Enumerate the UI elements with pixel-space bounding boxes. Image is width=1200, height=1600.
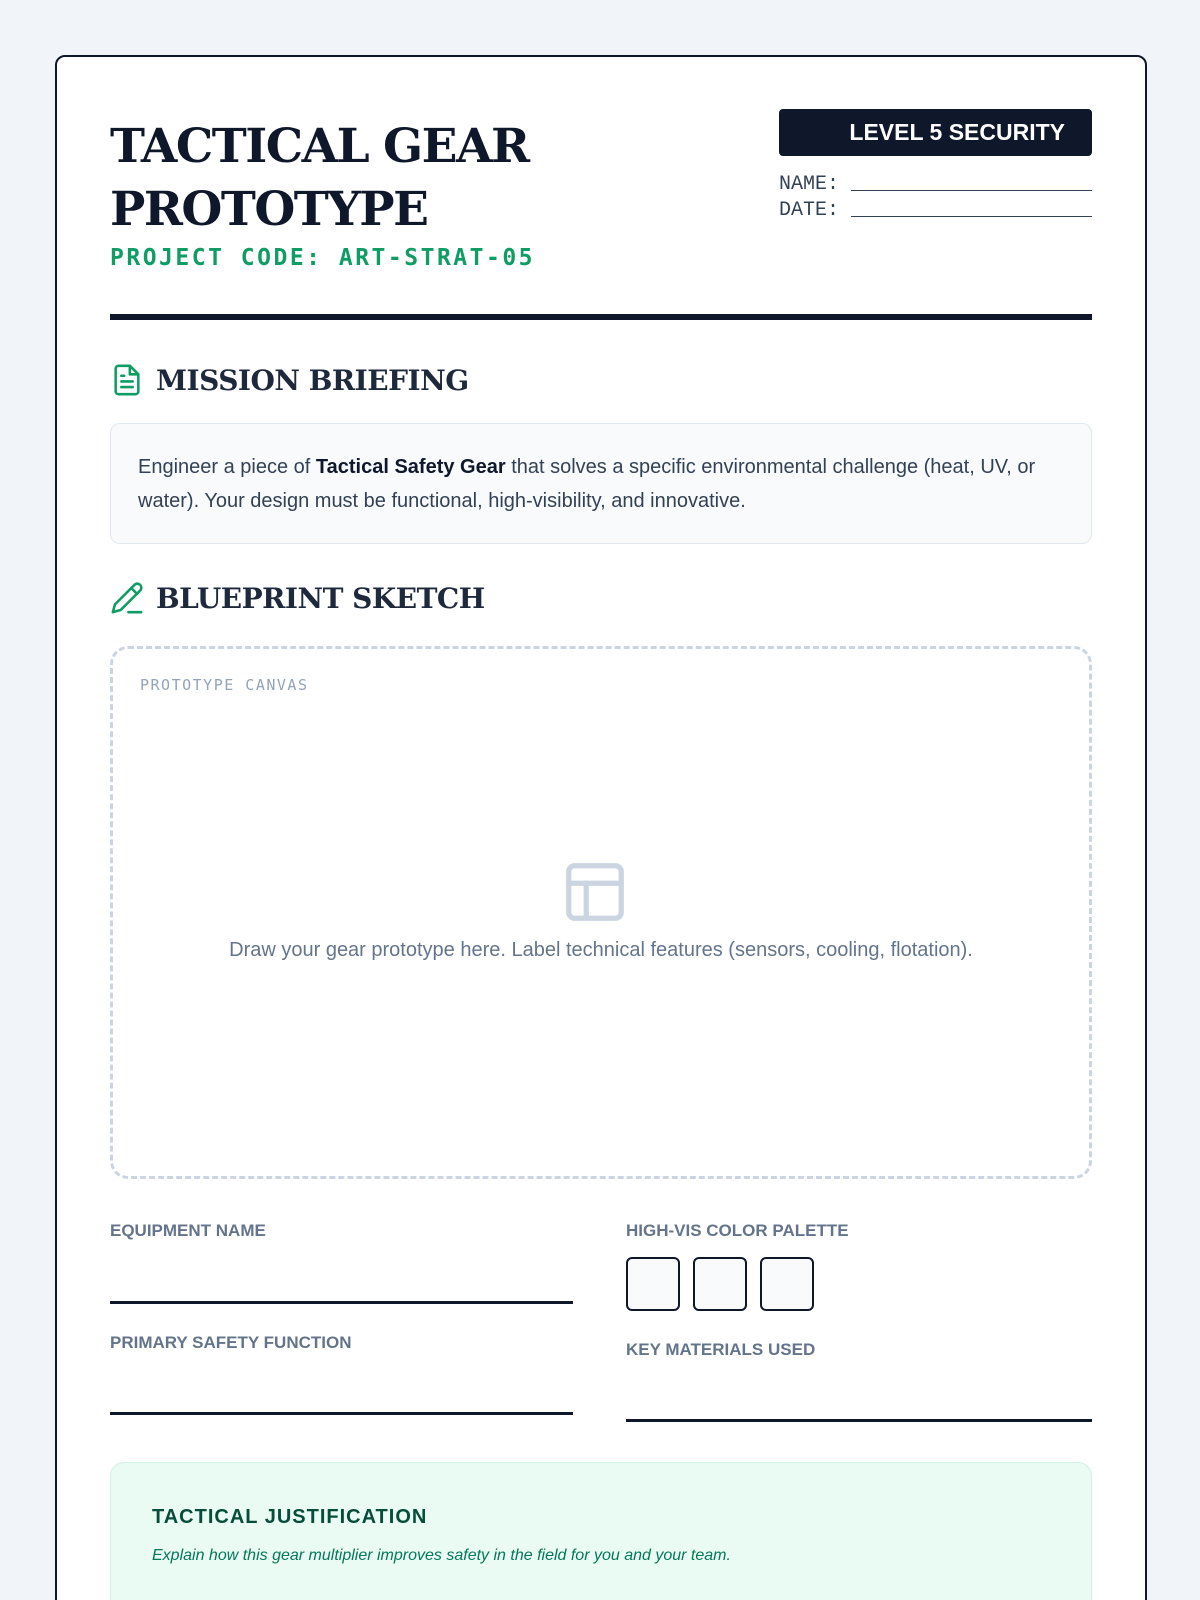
key-materials-label: KEY MATERIALS USED [626,1340,816,1359]
briefing-text-bold: Tactical Safety Gear [315,456,506,478]
mission-briefing-title: MISSION BRIEFING [156,363,469,397]
justification-title: TACTICAL JUSTIFICATION [152,1506,428,1528]
briefing-text-end: that solves a specific environmental challenge (heat, UV, or water). Your design must be functional, high-visibility, and innovative. [138,456,1036,512]
equipment-name-line[interactable] [110,1301,573,1304]
page-title [110,115,670,241]
worksheet-card [55,55,1147,1600]
name-line[interactable] [851,190,1092,191]
date-line[interactable] [851,216,1092,217]
canvas-hint: Draw your gear prototype here. Label technical features (sensors, cooling, flotation). [229,939,973,961]
high-vis-palette-label: HIGH-VIS COLOR PALETTE [626,1221,849,1240]
document-icon [110,363,144,397]
color-swatches [626,1257,827,1311]
name-label: NAME: [779,173,840,196]
date-field[interactable] [779,195,1092,221]
title-line-1: TACTICAL GEAR [110,119,529,174]
pencil-icon [110,581,144,615]
header-divider [110,314,1092,320]
mission-briefing-box [110,423,1092,544]
equipment-name-label: EQUIPMENT NAME [110,1221,266,1240]
title-line-2: PROTOTYPE [110,182,428,237]
security-badge: LEVEL 5 SECURITY [779,109,1092,156]
briefing-text-start: Engineer a piece of [138,456,316,478]
color-swatch[interactable] [760,1257,814,1311]
primary-safety-function-line[interactable] [110,1412,573,1415]
date-label: DATE: [779,199,840,222]
tactical-justification-box[interactable] [110,1462,1092,1600]
canvas-label: PROTOTYPE CANVAS [140,676,309,694]
primary-safety-function-label: PRIMARY SAFETY FUNCTION [110,1333,352,1352]
prototype-canvas[interactable] [110,646,1092,1179]
name-field[interactable] [779,169,1092,195]
blueprint-sketch-title: BLUEPRINT SKETCH [156,581,485,615]
layout-icon [560,857,630,927]
project-code: PROJECT CODE: ART-STRAT-05 [110,245,536,271]
key-materials-line[interactable] [626,1419,1092,1422]
mission-briefing-heading [110,363,469,397]
blueprint-sketch-heading [110,581,485,615]
color-swatch[interactable] [693,1257,747,1311]
justification-subtitle: Explain how this gear multiplier improves safety in the field for you and your team. [152,1547,731,1564]
color-swatch[interactable] [626,1257,680,1311]
